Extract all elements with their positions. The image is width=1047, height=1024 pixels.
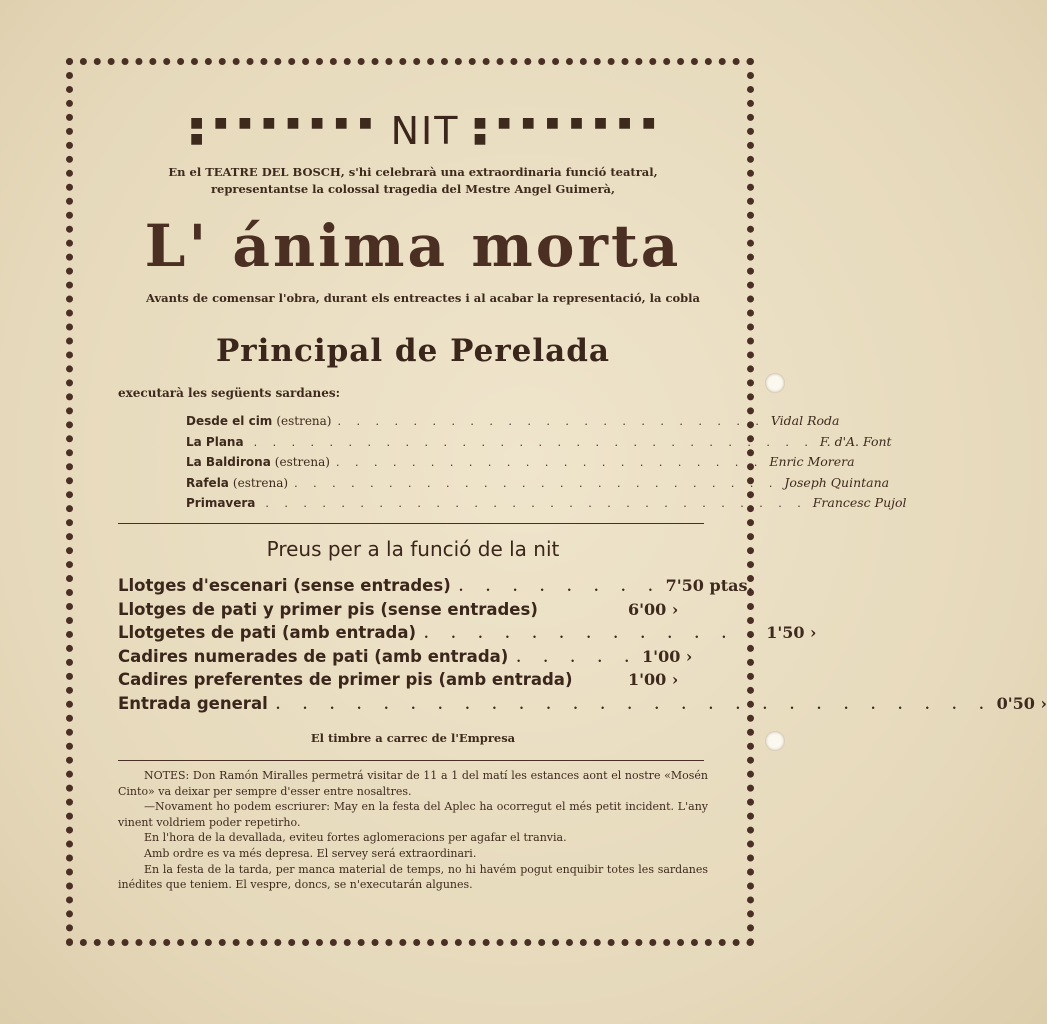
- executara-text: executarà les següents sardanes:: [118, 386, 341, 400]
- price-leader-dots: . . . . .: [516, 650, 639, 666]
- price-label: Entrada general: [118, 693, 268, 713]
- note-paragraph: En la festa de la tarda, per manca material de temps, no hi havém pogut enquibir totes les sardanes inédites que teniem. El vespre, doncs, se n'executarán algunes.: [118, 862, 708, 892]
- note-paragraph: —Novament ho podem escriurer: May en la festa del Aplec ha ocorregut el més petit incident. L'any vinent voldriem poder repetirho.: [118, 800, 708, 829]
- sardana-leader-dots: . . . . . . . . . . . . . . . . . . . . . . .: [335, 456, 764, 469]
- play-title: L' ánima morta: [144, 212, 682, 280]
- prices-heading: Preus per a la funció de la nit: [266, 537, 560, 561]
- price-row: [118, 576, 754, 600]
- sardana-author: Enric Morera: [769, 454, 855, 469]
- timbre-note: El timbre a carrec de l'Empresa: [310, 731, 516, 745]
- note-paragraph: NOTES: Don Ramón Miralles permetrá visitar de 11 a 1 del matí les estances aont el nostre «Mosén Cinto» va deixar per sempre d'esser entre nosaltres.: [118, 769, 708, 798]
- sardana-row: [186, 474, 890, 496]
- price-value: 7'50 ptas.: [665, 576, 754, 595]
- sardana-row: [186, 495, 907, 516]
- price-label: Cadires preferentes de primer pis (amb entrada): [118, 670, 573, 689]
- sardana-note: (estrena): [232, 475, 289, 490]
- price-row: [118, 693, 1047, 718]
- sardana-author: F. d'A. Font: [819, 433, 892, 449]
- price-value: 0'50 ›: [996, 693, 1047, 713]
- price-label: Llotges d'escenari (sense entrades): [118, 576, 451, 595]
- sardana-title: La Plana: [186, 434, 244, 449]
- cobla-name: Principal de Perelada: [215, 333, 610, 369]
- sardana-row: [186, 433, 892, 455]
- sardanes-list: [186, 413, 907, 516]
- section-heading: [190, 108, 660, 154]
- sardana-leader-dots: . . . . . . . . . . . . . . . . . . . . . . .: [337, 415, 765, 428]
- sardana-leader-dots: . . . . . . . . . . . . . . . . . . . . . . . . . . . . . .: [253, 435, 814, 449]
- sardana-leader-dots: . . . . . . . . . . . . . . . . . . . . . . . . . . . . .: [265, 497, 807, 510]
- price-label: Llotges de pati y primer pis (sense entrades): [118, 599, 538, 619]
- sardana-author: Francesc Pujol: [812, 495, 907, 510]
- price-leader-dots: . . . . . . . . . . . . .: [424, 627, 763, 642]
- price-row: [118, 670, 708, 694]
- sardana-note: (estrena): [274, 455, 330, 469]
- sardana-title: Primavera: [186, 496, 256, 510]
- price-value: 1'50 ›: [766, 623, 817, 642]
- sardana-title: La Baldirona: [186, 455, 271, 469]
- prices-list: [118, 576, 1047, 717]
- intro-line-1: En el TEATRE DEL BOSCH, s'hi celebrarà una extraordinaria funció teatral,: [168, 165, 658, 179]
- price-value: 1'00 ›: [628, 670, 679, 689]
- note-paragraph: En l'hora de la devallada, eviteu fortes aglomeracions per agafar el tranvia.: [144, 831, 567, 845]
- intro-paragraph: [118, 164, 708, 198]
- price-label: Llotgetes de pati (amb entrada): [118, 623, 417, 642]
- price-leader-dots: . . . . . . . . . . . . . . . . . . . . . . . . . . .: [275, 697, 993, 713]
- sardana-title: Desde el cim: [186, 414, 273, 428]
- sardana-title: Rafela: [186, 475, 229, 490]
- price-label: Cadires numerades de pati (amb entrada): [118, 646, 509, 666]
- price-value: 1'00 ›: [642, 646, 693, 666]
- price-value: 6'00 ›: [628, 599, 679, 619]
- heading-title: NIT: [390, 109, 460, 153]
- sardana-note: (estrena): [276, 414, 332, 428]
- punch-hole-top: [765, 373, 785, 393]
- sardana-leader-dots: . . . . . . . . . . . . . . . . . . . . . . . . . .: [294, 476, 779, 490]
- sardana-row: [186, 454, 855, 475]
- heading-left-dots: ■ ■ ■ ■ ■ ■ ■ ■ ■: [190, 115, 375, 147]
- intro-line-2: representantse la colossal tragedia del Mestre Angel Guimerà,: [210, 182, 616, 196]
- sardana-author: Vidal Roda: [770, 413, 840, 428]
- price-leader-dots: . . . . . . . .: [458, 580, 662, 595]
- price-row: [118, 623, 817, 647]
- divider-rule: [118, 760, 704, 761]
- price-row: [118, 600, 708, 624]
- notes-section: [118, 768, 708, 893]
- sardana-row: [186, 413, 840, 434]
- avants-paragraph: Avants de comensar l'obra, durant els entreactes i al acabar la representació, la cobla: [146, 291, 700, 305]
- sardana-author: Joseph Quintana: [784, 474, 890, 490]
- heading-right-dots: ■ ■ ■ ■ ■ ■ ■ ■ ■: [473, 115, 659, 147]
- price-row: [118, 647, 708, 671]
- punch-hole-bottom: [765, 731, 785, 751]
- note-paragraph: Amb ordre es va més depresa. El servey será extraordinari.: [144, 846, 477, 860]
- divider-rule: [118, 523, 704, 524]
